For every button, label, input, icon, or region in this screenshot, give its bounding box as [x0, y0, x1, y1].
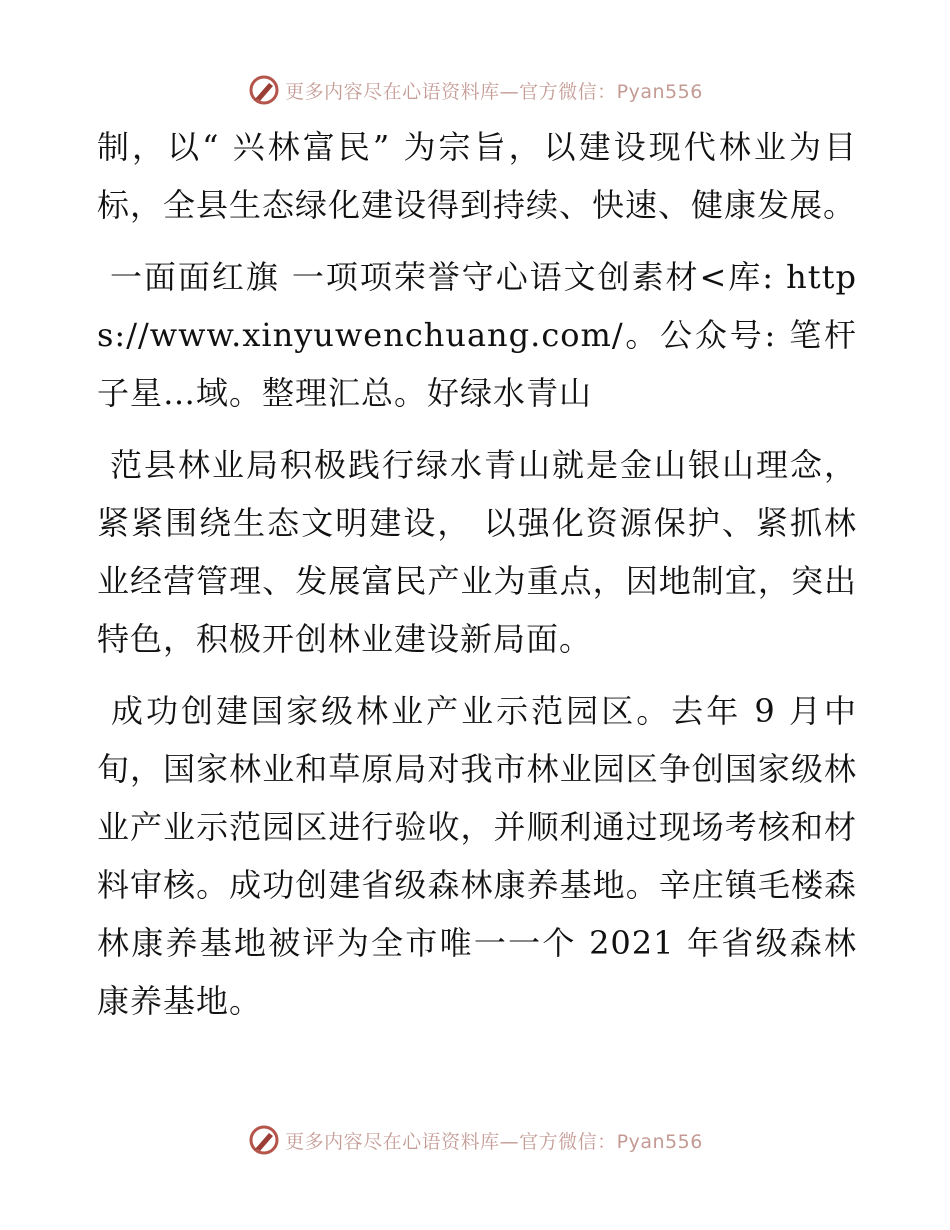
watermark-text: 更多内容尽在心语资料库—官方微信：Pyan556 [285, 80, 703, 103]
brush-logo-icon [247, 1123, 281, 1157]
paragraph-3 [97, 436, 857, 668]
footer-watermark [0, 1120, 950, 1160]
header-watermark [0, 70, 950, 110]
paragraph-2-text: 一面面红旗 一项项荣誉守心语文创素材<库: https://www.xinyuwenchuang.com/。公众号: 笔杆子星…域。整理汇总。好绿水青山 [97, 258, 857, 412]
paragraph-4-text: 成功创建国家级林业产业示范园区。去年 9 月中旬，国家林业和草原局对我市林业园区争创国家级林业产业示范园区进行验收，并顺利通过现场考核和材料审核。成功创建省级森林康养基地。辛庄镇毛楼森林康养基地被评为全市唯一一个 2021 年省级森林康养基地。 [97, 692, 857, 1020]
document-body [97, 118, 857, 1044]
watermark-group [247, 1123, 703, 1157]
paragraph-1-text: 制，以“ 兴林富民” 为宗旨，以建设现代林业为目标，全县生态绿化建设得到持续、快速、健康发展。 [97, 128, 857, 224]
paragraph-1 [97, 118, 857, 234]
brush-logo-icon [247, 73, 281, 107]
watermark-text: 更多内容尽在心语资料库—官方微信：Pyan556 [285, 1130, 703, 1153]
paragraph-4 [97, 682, 857, 1030]
paragraph-3-text: 范县林业局积极践行绿水青山就是金山银山理念， 紧紧围绕生态文明建设， 以强化资源保护、紧抓林业经营管理、发展富民产业为重点，因地制宜，突出特色，积极开创林业建设新局面。 [97, 446, 857, 658]
watermark-group [247, 73, 703, 107]
paragraph-2 [97, 248, 857, 422]
